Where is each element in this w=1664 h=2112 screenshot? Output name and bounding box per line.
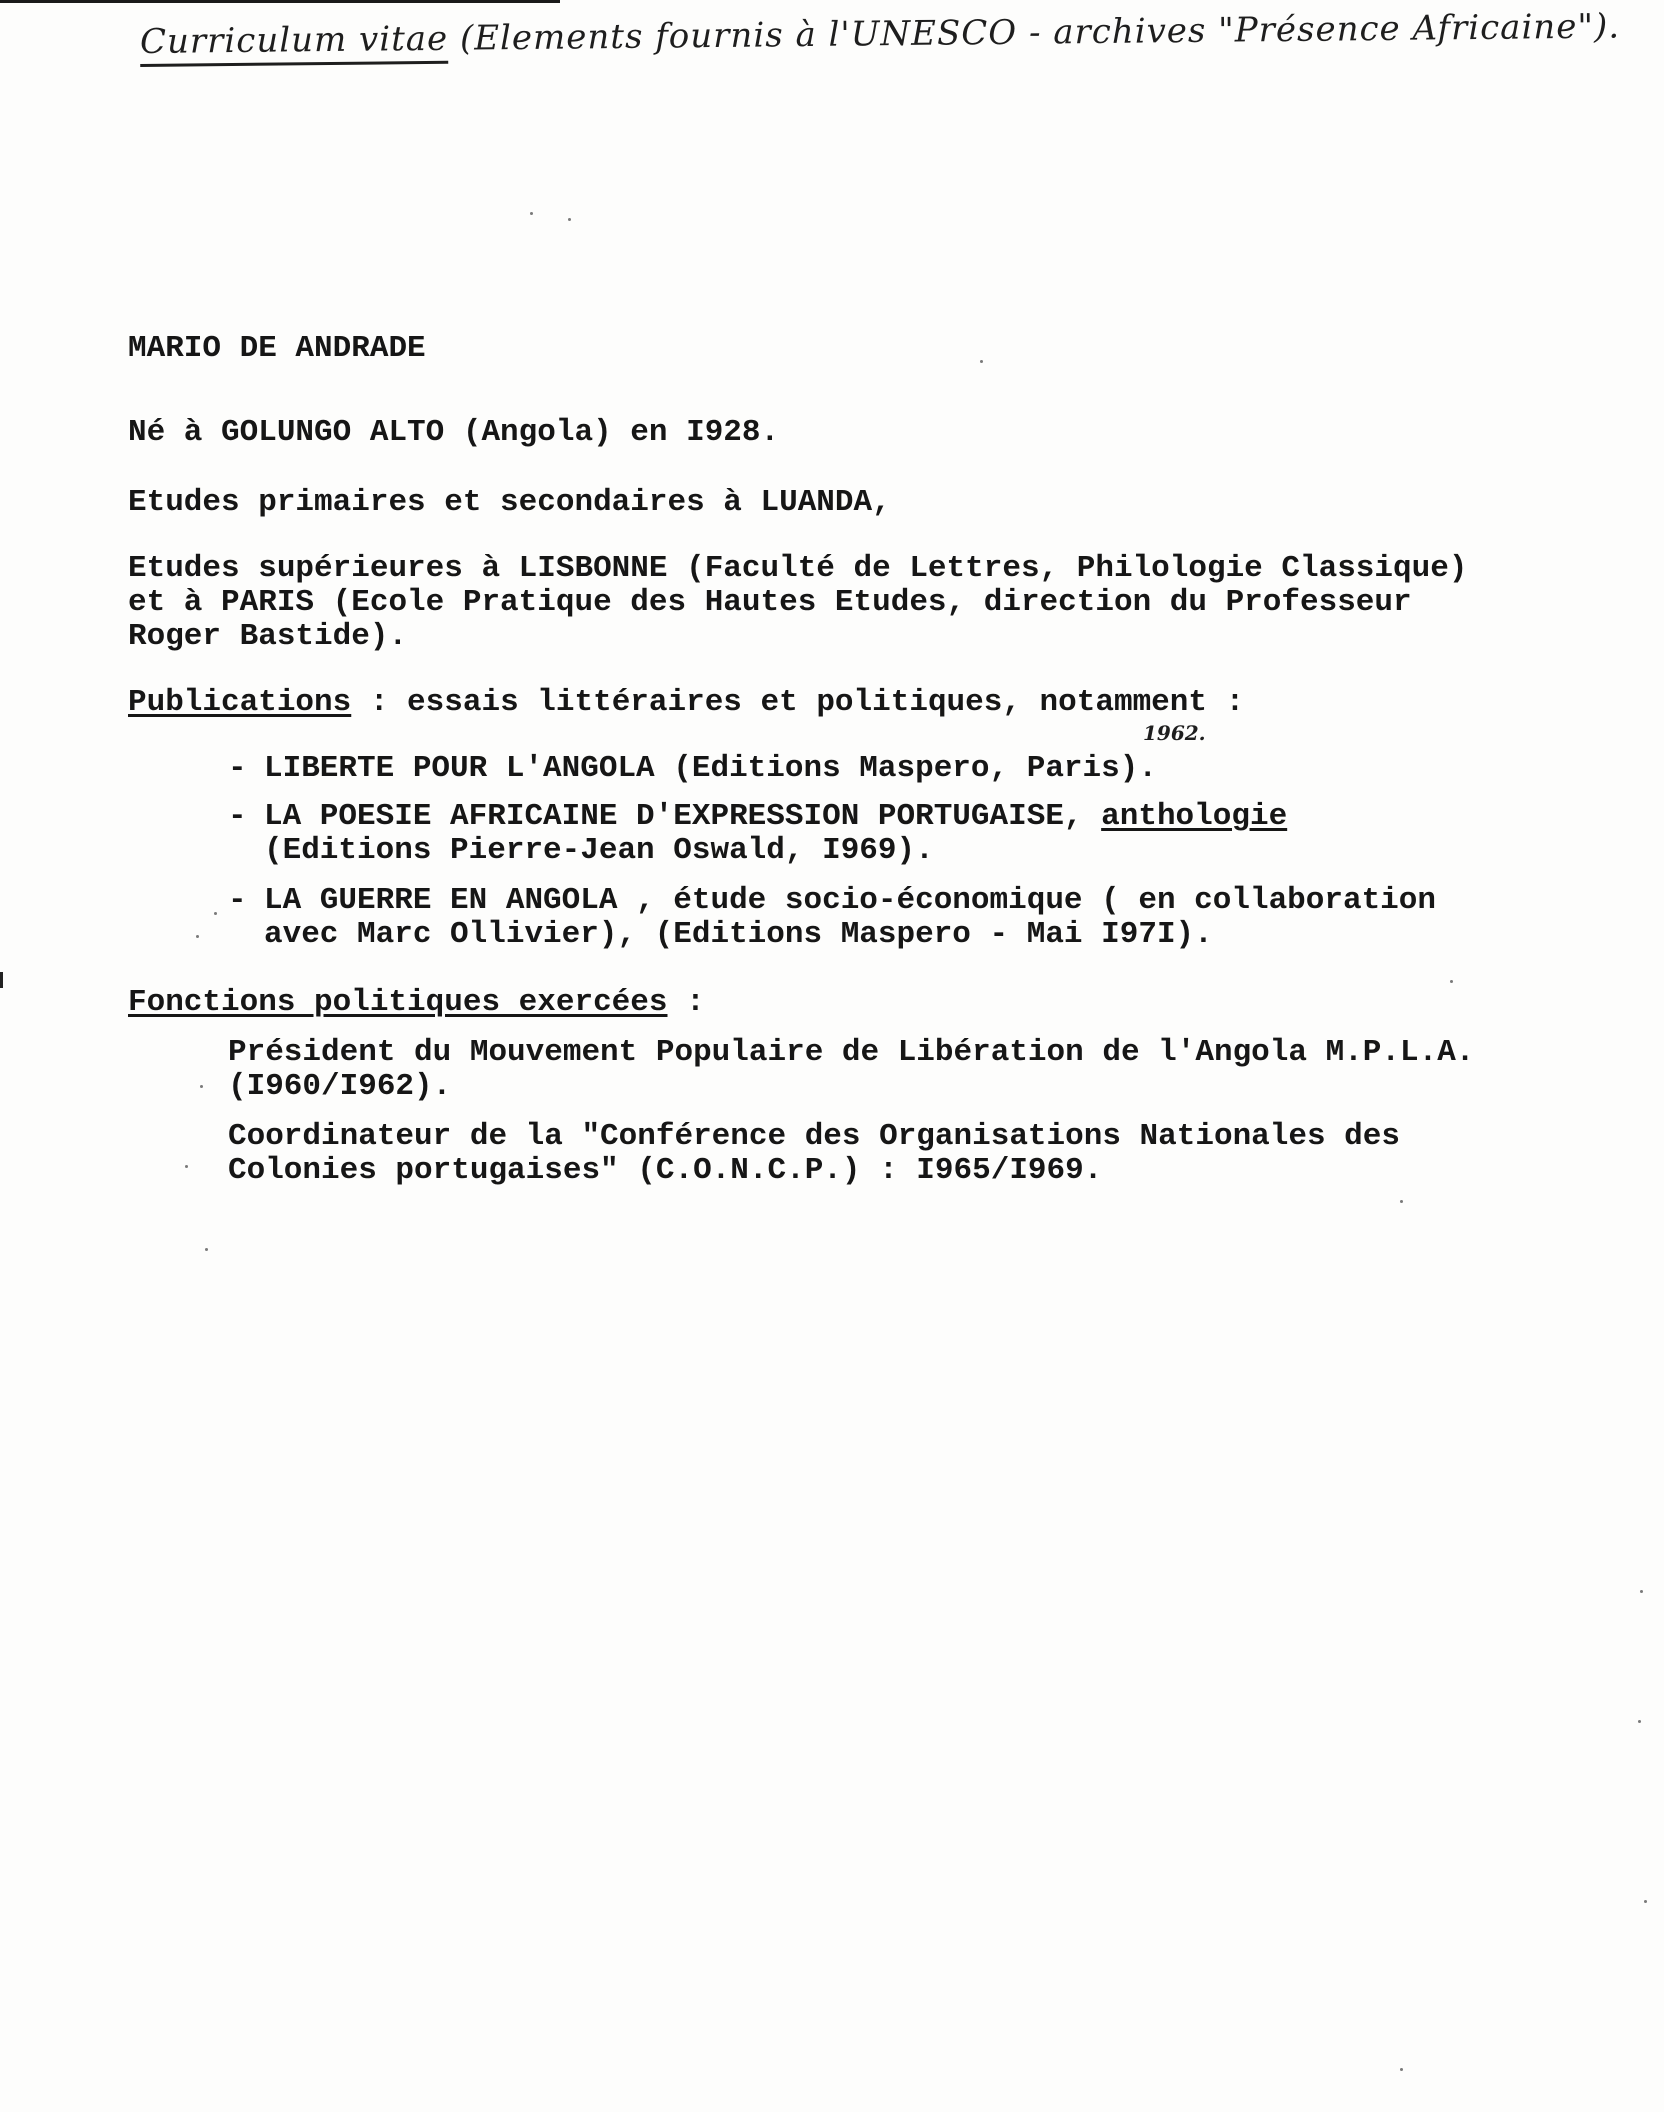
primary-studies-line: Etudes primaires et secondaires à LUANDA, xyxy=(128,485,891,520)
functions-heading-line xyxy=(128,986,705,1020)
publication-item-2-line-2: (Editions Pierre-Jean Oswald, I969). xyxy=(264,833,934,868)
anthologie-label: anthologie xyxy=(1101,799,1288,834)
scan-speck xyxy=(568,218,571,221)
publication-item-1-text: LIBERTE POUR L'ANGOLA (Editions Maspero, Paris). xyxy=(264,751,1157,786)
publications-heading-line xyxy=(128,686,1244,720)
scan-speck xyxy=(196,935,199,938)
publication-item-2 xyxy=(228,800,1287,834)
function-item-1-line-2: (I960/I962). xyxy=(228,1069,452,1104)
dash-marker: - xyxy=(228,799,247,834)
functions-heading: Fonctions politiques exercées xyxy=(128,985,668,1020)
scan-speck xyxy=(1400,2068,1403,2071)
publication-item-3-line-2: avec Marc Ollivier), (Editions Maspero - Mai I97I). xyxy=(264,917,1213,952)
publication-item-3 xyxy=(228,884,1436,918)
publications-heading: Publications xyxy=(128,685,352,720)
scan-speck xyxy=(1640,1590,1643,1593)
higher-studies-line-3: Roger Bastide). xyxy=(128,619,408,654)
scan-speck xyxy=(980,360,983,363)
scan-speck xyxy=(205,1248,208,1251)
function-item-2-line-1: Coordinateur de la "Conférence des Organisations Nationales des xyxy=(228,1119,1400,1154)
publication-year-annotation: 1962. xyxy=(1143,721,1206,745)
person-name: MARIO DE ANDRADE xyxy=(128,331,426,366)
handwritten-title: Curriculum vitae xyxy=(140,19,449,67)
scan-speck xyxy=(214,912,217,915)
functions-heading-suffix: : xyxy=(667,985,705,1020)
publications-intro: : essais littéraires et politiques, notamment : xyxy=(351,685,1245,720)
publication-item-1 xyxy=(228,752,1157,786)
handwritten-note: (Elements fournis à l'UNESCO - archives "Présence Africaine"). xyxy=(459,6,1621,59)
scan-speck xyxy=(1450,980,1453,983)
scan-speck xyxy=(185,1165,188,1168)
publication-item-2-text: LA POESIE AFRICAINE D'EXPRESSION PORTUGAISE, xyxy=(264,799,1102,834)
handwritten-header xyxy=(139,6,1621,62)
scan-speck xyxy=(1638,1720,1641,1723)
top-rule xyxy=(0,0,560,3)
margin-mark xyxy=(0,972,3,988)
higher-studies-line-1: Etudes supérieures à LISBONNE (Faculté de Lettres, Philologie Classique) xyxy=(128,551,1468,586)
scan-speck xyxy=(1644,1900,1647,1903)
scan-speck xyxy=(200,1085,203,1088)
birth-line: Né à GOLUNGO ALTO (Angola) en I928. xyxy=(128,415,780,450)
publication-item-3-text: LA GUERRE EN ANGOLA , étude socio-économique ( en collaboration xyxy=(264,883,1436,918)
function-item-2-line-2: Colonies portugaises" (C.O.N.C.P.) : I965/I969. xyxy=(228,1153,1103,1188)
scan-speck xyxy=(530,212,533,215)
dash-marker: - xyxy=(228,751,247,786)
higher-studies-line-2: et à PARIS (Ecole Pratique des Hautes Etudes, direction du Professeur xyxy=(128,585,1412,620)
dash-marker: - xyxy=(228,883,247,918)
scan-speck xyxy=(1400,1200,1403,1203)
function-item-1-line-1: Président du Mouvement Populaire de Libération de l'Angola M.P.L.A. xyxy=(228,1035,1475,1070)
